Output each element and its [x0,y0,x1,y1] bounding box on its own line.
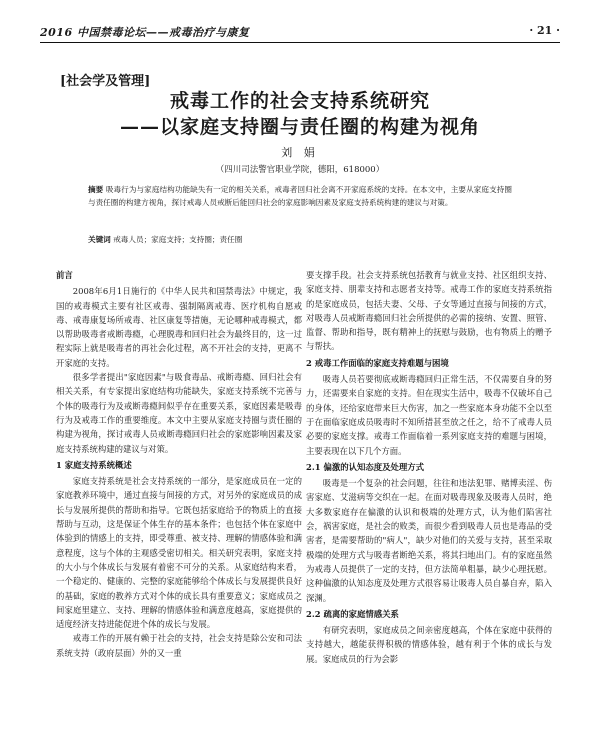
section-heading: 2 戒毒工作面临的家庭支持难题与困境 [306,357,449,368]
subsection-heading: 2.2 疏离的家庭情感关系 [306,608,399,619]
paragraph: 2008年6月1日施行的《中华人民共和国禁毒法》中规定，我国的戒毒模式主要有社区戒毒、强制隔离戒毒、医疗机构自愿戒毒、戒毒康复场所戒毒、社区康复等措施，无论哪种戒毒模式，都以帮助吸毒者戒断毒瘾，心理脱毒和回归社会为最终目的，这一过程实际上就是吸毒者的再社会化过程，离不开社会的支持，更离不开家庭的支持。 [56,286,302,368]
paper-title: 戒毒工作的社会支持系统研究 [169,90,430,112]
left-column [56,268,302,660]
abstract [88,184,512,210]
paragraph: 吸毒人员若要彻底戒断毒瘾回归正常生活，不仅需要自身的努力，还需要来自家庭的支持。但在现实生活中，吸毒不仅破坏自己的身体，还给家庭带来巨大伤害，加之一些家庭本身功能不全以至于在面临家庭成员吸毒时不知所措甚至放之任之，给不了戒毒人员必要的家庭支撑。戒毒工作面临着一系列家庭支持的难题与困境，主要表现在以下几个方面。 [306,374,552,456]
keywords-label: 关键词 [88,235,111,244]
page-number: · 21 · [529,24,560,37]
running-header [40,24,560,43]
paragraph: 要支撑手段。社会支持系统包括教育与就业支持、社区组织支持、家庭支持、朋辈支持和志愿者支持等。戒毒工作的家庭支持系统指的是家庭成员，包括夫妻、父母、子女等通过直接与间接的方式，对吸毒人员戒断毒瘾回归社会所提供的必需的接纳、安置、照管、监督、帮助和指导，既有精神上的抚慰与鼓励，也有物质上的赠予与帮扶。 [306,270,552,352]
paragraph: 吸毒是一个复杂的社会问题，往往和违法犯罪、赌博卖淫、伤害家庭、艾滋病等交织在一起。在面对吸毒现象及吸毒人员时，绝大多数家庭存在偏激的认识和极端的处理方式，认为他们陷害社会，祸害家庭，是社会的败类，而很少看到吸毒人员也是毒品的受害者，是需要帮助的"病人"，缺少对他们的关爱与支持，甚至采取极端的处理方式与吸毒者断绝关系，将其扫地出门。有的家庭虽然为戒毒人员提供了一定的支持，但方法简单粗暴，缺少心理抚慰。这种偏激的认知态度及处理方式很容易让吸毒人员自暴自弃，陷入深渊。 [306,478,552,603]
paragraph: 有研究表明，家庭成员之间亲密度越高，个体在家庭中获得的支持越大，越能获得积极的情感体验，越有利于个体的成长与发展。家庭成员的行为会影 [306,625,552,664]
paragraph: 很多学者提出"家庭因素"与吸食毒品、戒断毒瘾、回归社会有相关关系，有专家提出家庭结构功能缺失，家庭支持系统不完善与个体的吸毒行为及戒断毒瘾间似乎存在重要关系，家庭因素是吸毒行为及戒毒工作的重要维度。本文中主要从家庭支持圈与责任圈的构建为视角，探讨戒毒人员戒断毒瘾回归社会的家庭影响因素及家庭支持系统构建的建议与对策。 [56,372,302,454]
paper-subtitle: ——以家庭支持圈与责任圈的构建为视角 [119,116,480,138]
running-header-title: 2016 中国禁毒论坛——戒毒治疗与康复 [40,26,250,39]
paragraph: 戒毒工作的开展有赖于社会的支持，社会支持是除公安和司法系统支持（政府层面）外的又一重 [56,633,302,658]
keywords-text: 戒毒人员；家庭支持；支持圈；责任圈 [113,235,243,244]
subsection-heading: 2.1 偏激的认知态度及处理方式 [306,461,424,472]
affiliation: （四川司法警官职业学院，德阳，618000） [215,165,385,175]
right-column [306,268,552,666]
abstract-text: 吸毒行为与家庭结构功能缺失有一定的相关关系，戒毒者回归社会离不开家庭系统的支持。在本文中，主要从家庭支持圈与责任圈的构建方视角，探讨戒毒人员戒断后能回归社会的家庭影响因素及家庭支持系统构建的建议与对策。 [88,185,513,207]
keywords [88,234,512,247]
author: 刘 娟 [281,146,319,159]
section-heading: 1 家庭支持系统概述 [56,459,132,470]
paragraph: 家庭支持系统是社会支持系统的一部分，是家庭成员在一定的家庭教养环境中，通过直接与间接的方式，对另外的家庭成员的成长与发展所提供的帮助和指导。它既包括家庭给予的物质上的直接帮助与互动，这是保证个体生存的基本条件；也包括个体在家庭中体验到的情感上的支持，即受尊重、被支持、理解的情感体验和满意程度，这与个体的主观感受密切相关。相关研究表明，家庭支持的大小与个体成长与发展有着密不可分的关系。从家庭结构来看，一个稳定的、健康的、完整的家庭能够给个体成长与发展提供良好的基础，家庭的教养方式对个体的成长具有重要意义；家庭成员之间家庭里建立、支持、理解的情感体验和满意度越高，家庭提供的适度经济支持进能促进个体的成长与发展。 [56,476,302,630]
abstract-label: 摘要 [88,185,104,194]
intro-heading: 前言 [56,270,73,280]
column-tag: [社会学及管理] [60,74,151,89]
